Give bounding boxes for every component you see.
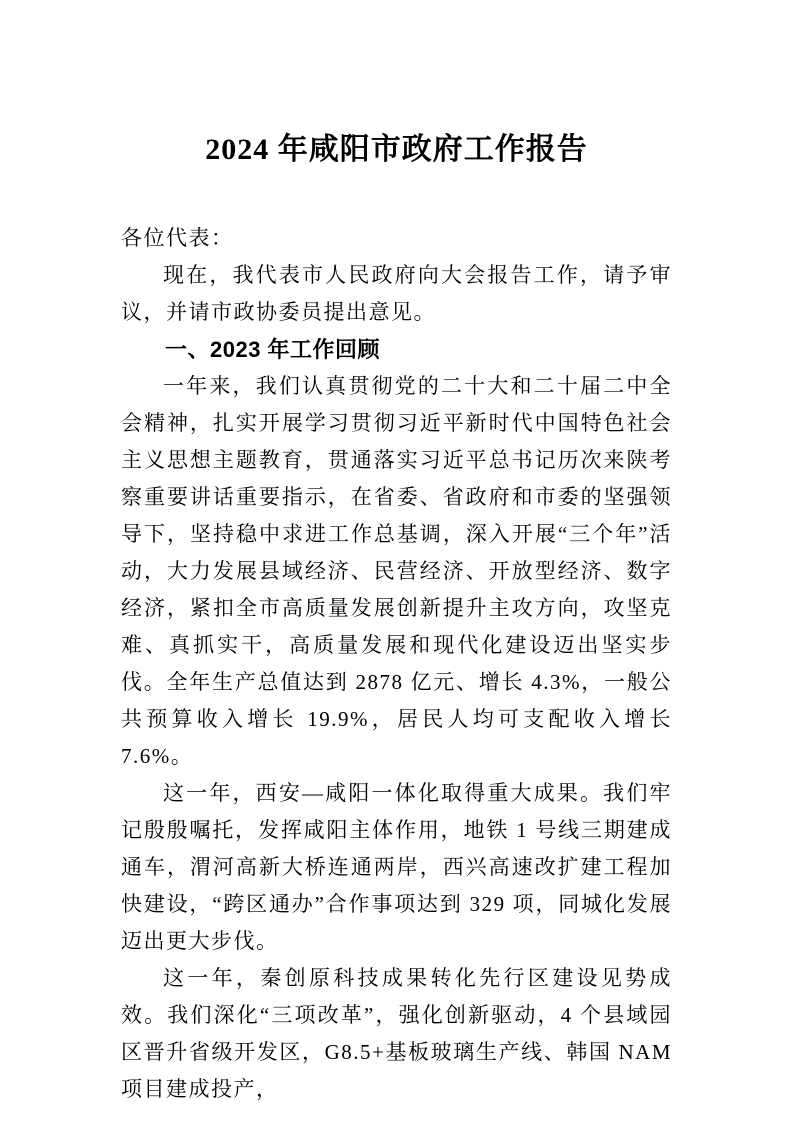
- section-heading-2023-review: 一、2023 年工作回顾: [165, 337, 381, 362]
- body-paragraph-3: 这一年，秦创原科技成果转化先行区建设见势成效。我们深化“三项改革”，强化创新驱动，4 个县域园区晋升省级开发区，G8.5+基板玻璃生产线、韩国 NAM 项目建成投产，: [121, 966, 672, 1101]
- intro-paragraph: 现在，我代表市人民政府向大会报告工作，请予审议，并请市政协委员提出意见。: [121, 263, 672, 324]
- body-paragraph-2: 这一年，西安—咸阳一体化取得重大成果。我们牢记殷殷嘱托，发挥咸阳主体作用，地铁 1 号线三期建成通车，渭河高新大桥连通两岸，西兴高速改扩建工程加快建设，“跨区通办”合作事项达到 329 项，同城化发展迈出更大步伐。: [121, 781, 672, 953]
- salutation: 各位代表：: [121, 226, 234, 250]
- document-title: 2024 年咸阳市政府工作报告: [205, 133, 588, 166]
- body-paragraph-1: 一年来，我们认真贯彻党的二十大和二十届二中全会精神，扎实开展学习贯彻习近平新时代中国特色社会主义思想主题教育，贯通落实习近平总书记历次来陕考察重要讲话重要指示，在省委、省政府和市委的坚强领导下，坚持稳中求进工作总基调，深入开展“三个年”活动，大力发展县域经济、民营经济、开放型经济、数字经济，紧扣全市高质量发展创新提升主攻方向，攻坚克难、真抓实干，高质量发展和现代化建设迈出坚实步伐。全年生产总值达到 2878 亿元、增长 4.3%，一般公共预算收入增长 19.9%，居民人均可支配收入增长 7.6%。: [121, 374, 672, 768]
- document-body: [121, 220, 672, 1108]
